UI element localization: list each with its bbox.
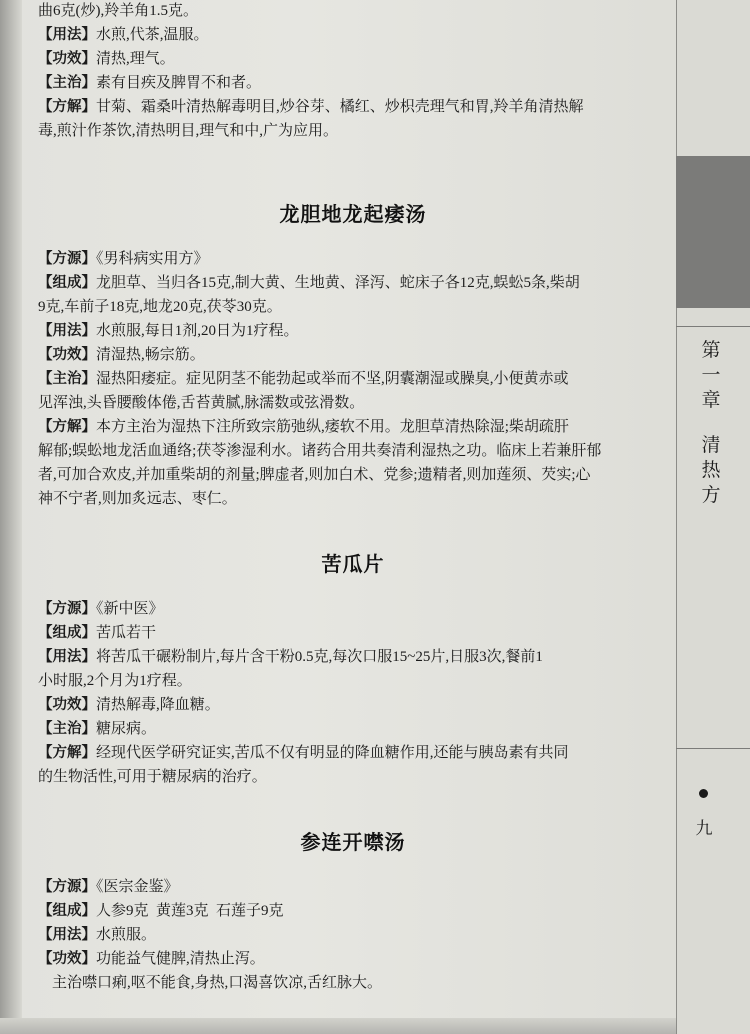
text-line: 【功效】功能益气健脾,清热止泻。 bbox=[38, 951, 265, 967]
text-line: 【方源】《新中医》 bbox=[38, 601, 164, 617]
text-line: 【方源】《医宗金鉴》 bbox=[38, 879, 179, 895]
text-line: 9克,车前子18克,地龙20克,茯苓30克。 bbox=[38, 299, 282, 315]
chapter-title-char: 方 bbox=[701, 484, 721, 506]
text-line: 【方解】甘菊、霜桑叶清热解毒明目,炒谷芽、橘红、炒枳壳理气和胃,羚羊角清热解 bbox=[38, 99, 584, 115]
text-line: 【方解】经现代医学研究证实,苦瓜不仅有明显的降血糖作用,还能与胰岛素有共同 bbox=[38, 745, 569, 761]
page-bottom-shadow bbox=[0, 1018, 750, 1034]
chapter-char: 一 bbox=[701, 364, 721, 386]
text-line: 【方解】本方主治为湿热下注所致宗筋弛纵,痿软不用。龙胆草清热除湿;柴胡疏肝 bbox=[38, 419, 569, 435]
text-line: 小时服,2个月为1疗程。 bbox=[38, 673, 192, 689]
chapter-heading bbox=[686, 338, 736, 508]
chapter-title-char: 清 bbox=[701, 434, 721, 456]
page-bullet-icon bbox=[699, 789, 708, 798]
text-line: 【组成】龙胆草、当归各15克,制大黄、生地黄、泽泻、蛇床子各12克,蜈蚣5条,柴胡 bbox=[38, 275, 580, 291]
text-line: 【用法】将苦瓜干碾粉制片,每片含干粉0.5克,每次口服15~25片,日服3次,餐前1 bbox=[38, 649, 543, 665]
chapter-tab-marker bbox=[676, 156, 750, 308]
text-line: 毒,煎汁作茶饮,清热明目,理气和中,广为应用。 bbox=[38, 123, 339, 139]
page-number: 九 bbox=[695, 819, 713, 839]
text-line: 【用法】水煎服,每日1剂,20日为1疗程。 bbox=[38, 323, 299, 339]
recipe-title: 参连开噤汤 bbox=[300, 830, 406, 854]
text-line: 主治噤口痢,呕不能食,身热,口渴喜饮凉,舌红脉大。 bbox=[52, 975, 383, 991]
text-line: 的生物活性,可用于糖尿病的治疗。 bbox=[38, 769, 267, 785]
text-line: 【主治】湿热阳痿症。症见阴茎不能勃起或举而不坚,阴囊潮湿或臊臭,小便黄赤或 bbox=[38, 371, 569, 387]
text-line: 神不宁者,则加炙远志、枣仁。 bbox=[38, 491, 237, 507]
sidebar-rule-top bbox=[676, 326, 750, 327]
text-line: 【功效】清热,理气。 bbox=[38, 51, 175, 67]
text-line: 【组成】苦瓜若干 bbox=[38, 625, 157, 641]
text-line: 【用法】水煎服。 bbox=[38, 927, 157, 943]
chapter-char: 第 bbox=[701, 339, 721, 361]
text-line: 【方源】《男科病实用方》 bbox=[38, 251, 209, 267]
text-line: 者,可加合欢皮,并加重柴胡的剂量;脾虚者,则加白术、党参;遗精者,则加莲须、芡实;心 bbox=[38, 467, 591, 483]
text-line: 【组成】人参9克 黄莲3克 石莲子9克 bbox=[38, 903, 284, 919]
chapter-char: 章 bbox=[701, 389, 721, 411]
text-line: 【用法】水煎,代茶,温服。 bbox=[38, 27, 209, 43]
recipe-title: 苦瓜片 bbox=[321, 552, 385, 576]
page-left-shadow bbox=[0, 0, 22, 1034]
text-line: 【功效】清热解毒,降血糖。 bbox=[38, 697, 220, 713]
text-line: 解郁;蜈蚣地龙活血通络;茯苓渗湿利水。诸药合用共奏清利湿热之功。临床上若兼肝郁 bbox=[38, 443, 602, 459]
text-line: 【主治】素有目疾及脾胃不和者。 bbox=[38, 75, 262, 91]
text-line: 【功效】清湿热,畅宗筋。 bbox=[38, 347, 205, 363]
text-line: 曲6克(炒),羚羊角1.5克。 bbox=[38, 3, 198, 19]
recipe-title: 龙胆地龙起痿汤 bbox=[279, 202, 427, 226]
sidebar-rule-bottom bbox=[676, 748, 750, 749]
chapter-title-char: 热 bbox=[701, 459, 721, 481]
text-line: 【主治】糖尿病。 bbox=[38, 721, 157, 737]
text-line: 见浑浊,头昏腰酸体倦,舌苔黄腻,脉濡数或弦滑数。 bbox=[38, 395, 365, 411]
